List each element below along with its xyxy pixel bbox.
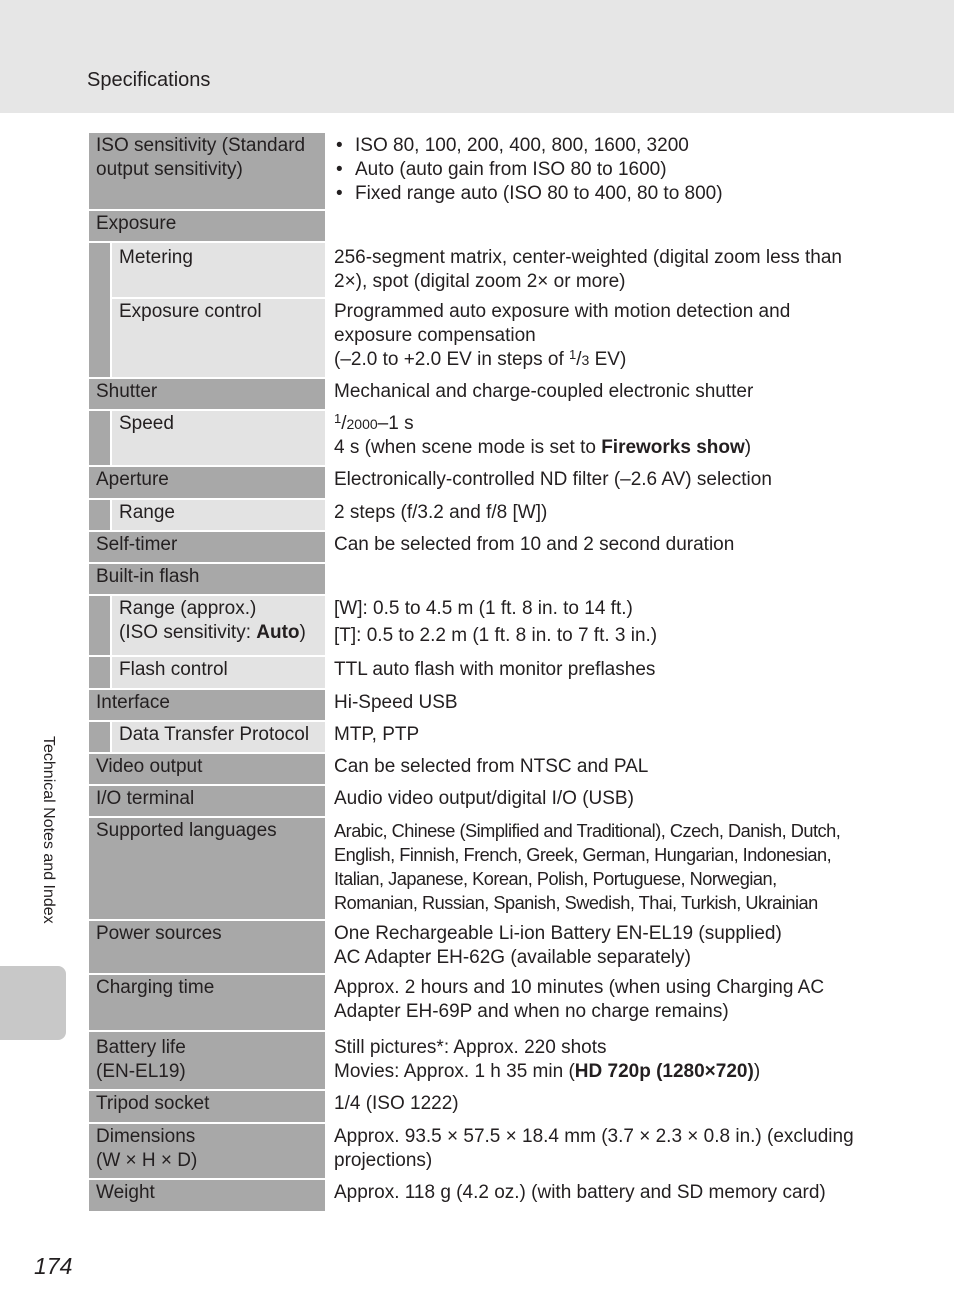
value-line: Approx. 93.5 × 57.5 × 18.4 mm (3.7 × 2.3 × 0.8 in.) (excluding <box>334 1126 854 1147</box>
value-line: Arabic, Chinese (Simplified and Traditional), Czech, Danish, Dutch, <box>334 821 841 841</box>
page-title: Specifications <box>87 69 211 91</box>
page-number: 174 <box>34 1253 73 1279</box>
group-rail <box>89 722 110 752</box>
group-rail <box>89 299 110 377</box>
spec-label <box>112 596 325 655</box>
spec-row-aperture <box>89 467 864 498</box>
spec-row-metering <box>89 243 864 297</box>
spec-label: Tripod socket <box>89 1091 325 1122</box>
value-line: Programmed auto exposure with motion detection and <box>334 301 791 322</box>
spec-row-power-sources <box>89 921 864 973</box>
spec-label: Metering <box>112 243 325 297</box>
spec-row-weight <box>89 1180 864 1211</box>
spec-label <box>89 1032 325 1089</box>
value-line: AC Adapter EH-62G (available separately) <box>334 947 691 968</box>
spec-label: Self-timer <box>89 532 325 562</box>
group-rail <box>89 596 110 655</box>
spec-row-speed <box>89 411 864 465</box>
label-line: (ISO sensitivity: Auto) <box>119 622 306 643</box>
spec-value: Hi-Speed USB <box>334 692 458 713</box>
value-line: (–2.0 to +2.0 EV in steps of $^1$/3 EV) <box>334 347 627 370</box>
value-bullet: • ISO 80, 100, 200, 400, 800, 1600, 3200 <box>334 134 860 158</box>
spec-value <box>325 299 864 377</box>
spec-row-io-terminal <box>89 786 864 816</box>
spec-value: MTP, PTP <box>334 724 420 745</box>
label-line: (W × H × D) <box>96 1150 198 1171</box>
spec-label: Weight <box>89 1180 325 1211</box>
spec-row-built-in-flash <box>89 564 864 594</box>
spec-value <box>325 564 864 594</box>
spec-label: Built-in flash <box>89 564 325 594</box>
spec-value: Mechanical and charge-coupled electronic shutter <box>334 381 754 402</box>
value-line: 256-segment matrix, center-weighted (digital zoom less than <box>334 247 842 268</box>
value-line: 4 s (when scene mode is set to Fireworks show) <box>334 437 752 458</box>
value-line: Still pictures*: Approx. 220 shots <box>334 1037 607 1058</box>
spec-label: Data Transfer Protocol <box>112 722 325 752</box>
spec-row-charging-time <box>89 975 864 1030</box>
label-line: Range (approx.) <box>119 598 257 619</box>
value-line: Movies: Approx. 1 h 35 min (HD 720p (1280×720)) <box>334 1061 761 1082</box>
spec-label: Interface <box>89 690 325 720</box>
value-line: Adapter EH-69P and when no charge remains) <box>334 1001 729 1022</box>
spec-row-exposure <box>89 211 864 241</box>
spec-row-tripod-socket <box>89 1091 864 1122</box>
spec-value: Can be selected from NTSC and PAL <box>334 756 649 777</box>
spec-row-interface <box>89 690 864 720</box>
spec-value <box>325 133 864 209</box>
spec-label: Flash control <box>112 657 325 688</box>
value-line: 2×), spot (digital zoom 2× or more) <box>334 271 626 292</box>
spec-label <box>89 133 325 209</box>
spec-row-self-timer <box>89 532 864 562</box>
spec-value <box>325 411 864 465</box>
spec-value <box>325 243 864 297</box>
value-line: projections) <box>334 1150 433 1171</box>
label-line: ISO sensitivity (Standard <box>96 135 306 156</box>
spec-value: TTL auto flash with monitor preflashes <box>334 659 656 680</box>
value-line: English, Finnish, French, Greek, German, Hungarian, Indonesian, <box>334 845 832 865</box>
spec-label <box>89 1124 325 1178</box>
spec-row-shutter <box>89 379 864 409</box>
spec-value <box>325 211 864 241</box>
spec-value: 2 steps (f/3.2 and f/8 [W]) <box>334 502 548 523</box>
value-line: $^1$/2000–1 s <box>334 411 414 434</box>
value-line: One Rechargeable Li-ion Battery EN-EL19 (supplied) <box>334 923 782 944</box>
spec-label: I/O terminal <box>89 786 325 816</box>
label-line: Battery life <box>96 1037 186 1058</box>
spec-value <box>325 1032 864 1089</box>
spec-row-aperture-range <box>89 500 864 530</box>
spec-value <box>325 818 864 919</box>
value-line: Romanian, Russian, Spanish, Swedish, Thai, Turkish, Ukrainian <box>334 893 818 913</box>
value-bullet: • Auto (auto gain from ISO 80 to 1600) <box>334 158 860 182</box>
value-line: [T]: 0.5 to 2.2 m (1 ft. 8 in. to 7 ft. 3 in.) <box>334 625 658 646</box>
spec-label: Aperture <box>89 467 325 498</box>
spec-row-supported-languages <box>89 818 864 919</box>
group-rail <box>89 657 110 688</box>
spec-value <box>325 921 864 973</box>
value-line: exposure compensation <box>334 325 536 346</box>
label-line: Dimensions <box>96 1126 196 1147</box>
spec-row-iso-sensitivity <box>89 133 864 209</box>
spec-value: Electronically-controlled ND filter (–2.6 AV) selection <box>334 469 772 490</box>
spec-label: Supported languages <box>89 818 325 919</box>
spec-value <box>325 1124 864 1178</box>
spec-value: 1/4 (ISO 1222) <box>334 1093 459 1114</box>
spec-row-exposure-control <box>89 299 864 377</box>
spec-label: Speed <box>112 411 325 465</box>
spec-row-flash-range <box>89 596 864 655</box>
spec-label: Exposure control <box>112 299 325 377</box>
spec-label: Range <box>112 500 325 530</box>
spec-row-data-transfer-protocol <box>89 722 864 752</box>
spec-value: Can be selected from 10 and 2 second duration <box>334 534 735 555</box>
spec-label: Charging time <box>89 975 325 1030</box>
spec-row-battery-life <box>89 1032 864 1089</box>
value-line: [W]: 0.5 to 4.5 m (1 ft. 8 in. to 14 ft.) <box>334 598 633 619</box>
label-line: output sensitivity) <box>96 159 243 180</box>
spec-row-flash-control <box>89 657 864 688</box>
spec-value <box>325 596 864 655</box>
spec-label: Power sources <box>89 921 325 973</box>
value-bullet: • Fixed range auto (ISO 80 to 400, 80 to 800) <box>334 182 860 206</box>
group-rail <box>89 500 110 530</box>
value-line: Approx. 2 hours and 10 minutes (when using Charging AC <box>334 977 825 998</box>
section-side-label: Technical Notes and Index <box>40 736 57 924</box>
spec-label: Shutter <box>89 379 325 409</box>
spec-value: Audio video output/digital I/O (USB) <box>334 788 634 809</box>
spec-label: Video output <box>89 754 325 784</box>
label-line: (EN-EL19) <box>96 1061 186 1082</box>
spec-row-video-output <box>89 754 864 784</box>
section-thumb-tab <box>0 966 66 1040</box>
spec-label: Exposure <box>89 211 325 241</box>
spec-row-dimensions <box>89 1124 864 1178</box>
specifications-table <box>89 133 864 1213</box>
spec-value: Approx. 118 g (4.2 oz.) (with battery and SD memory card) <box>334 1182 826 1203</box>
spec-value <box>325 975 864 1030</box>
value-line: Italian, Japanese, Korean, Polish, Portuguese, Norwegian, <box>334 869 777 889</box>
group-rail <box>89 243 110 297</box>
page-header <box>0 0 954 113</box>
group-rail <box>89 411 110 465</box>
